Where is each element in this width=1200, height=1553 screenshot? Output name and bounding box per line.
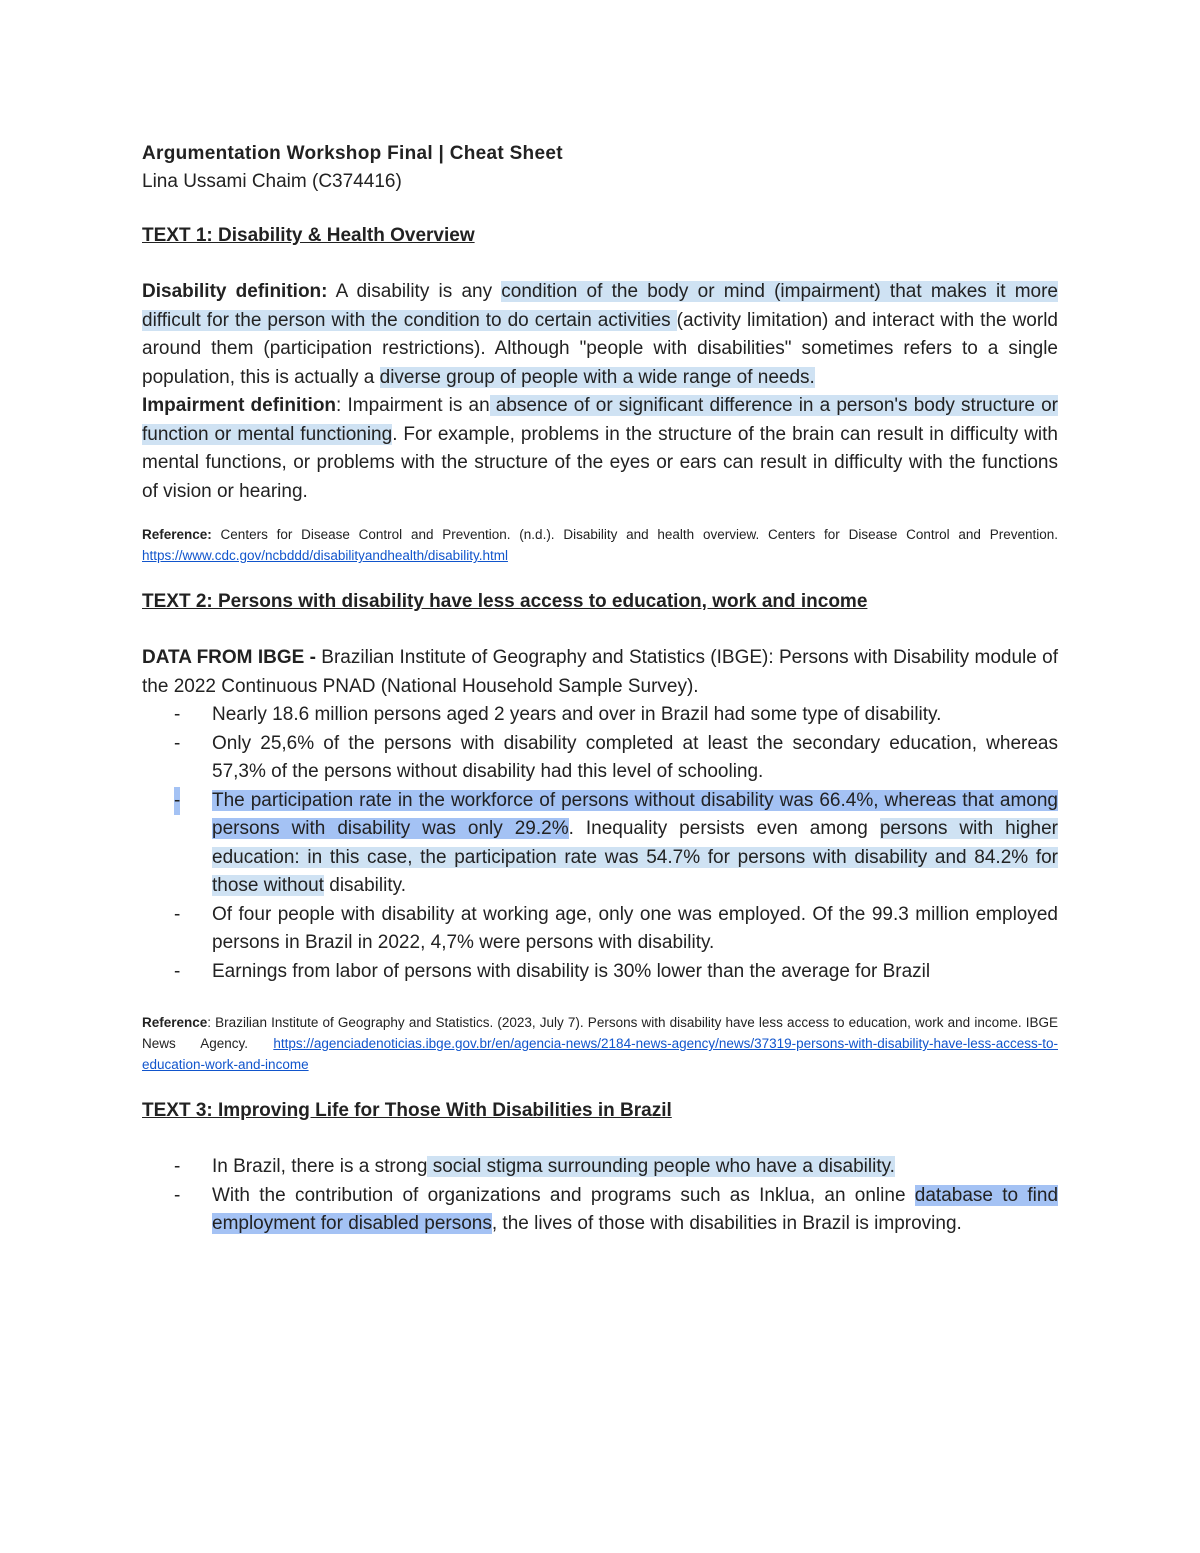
- text2-reference: [142, 1012, 1058, 1075]
- disability-highlight-2: diverse group of people with a wide range of needs.: [379, 366, 815, 388]
- text2-reference-link[interactable]: https://agenciadenoticias.ibge.gov.br/en/agencia-news/2184-news-agency/news/37319-persons-with-disability-have-less-access-to-education-work-and-income: [142, 1036, 1058, 1072]
- impairment-definition: [142, 392, 1058, 506]
- text1-reference-label: Reference:: [142, 527, 212, 542]
- bullet-text: Earnings from labor of persons with disability is 30% lower than the average for Brazil: [212, 960, 931, 982]
- bullet-text: . Inequality persists even among: [568, 818, 880, 839]
- disability-text-2: (activity limitation) and interact with the world around them (participation restrictions). Although "people with disabilities" sometimes refers to a single population, this is actually a: [142, 309, 1058, 388]
- list-item: [142, 1153, 1058, 1182]
- text1-heading: TEXT 1: Disability & Health Overview: [142, 225, 475, 246]
- bullet-highlight: database to find employment for disabled persons: [212, 1184, 1059, 1234]
- ibge-bullet-list: [142, 701, 1058, 986]
- ibge-label: DATA FROM IBGE -: [142, 647, 316, 668]
- bullet-dash: -: [174, 960, 181, 982]
- list-item: [142, 958, 1058, 987]
- impairment-label: Impairment definition: [142, 395, 337, 416]
- disability-label: Disability definition:: [142, 281, 328, 302]
- bullet-text: Only 25,6% of the persons with disability completed at least the secondary education, whereas 57,3% of the persons without disability had this level of schooling.: [212, 732, 1058, 782]
- bullet-text: disability.: [323, 875, 406, 896]
- bullet-dash: -: [174, 787, 180, 816]
- bullet-dash: -: [174, 903, 181, 925]
- list-item: [142, 787, 1058, 901]
- bullet-text: With the contribution of organizations and programs such as Inklua, an online: [212, 1184, 915, 1206]
- bullet-dash: -: [174, 1184, 181, 1206]
- bullet-text: , the lives of those with disabilities in Brazil is improving.: [491, 1213, 962, 1234]
- list-item: [142, 730, 1058, 787]
- bullet-highlight-2: persons with higher education: in this case, the participation rate was 54.7% for persons with disability and 84.2% for those without: [212, 818, 1058, 896]
- bullet-dash: -: [174, 704, 181, 725]
- list-item: [142, 701, 1058, 730]
- disability-text-1: A disability is any: [327, 281, 502, 302]
- text3-heading: TEXT 3: Improving Life for Those With Disabilities in Brazil: [142, 1100, 672, 1121]
- bullet-text: Nearly 18.6 million persons aged 2 years and over in Brazil had some type of disability.: [212, 704, 942, 725]
- list-item: [142, 901, 1058, 958]
- ibge-intro-text: Brazilian Institute of Geography and Statistics (IBGE): Persons with Disability module of the 2022 Continuous PNAD (National Household Sample Survey).: [142, 647, 1058, 697]
- disability-highlight-1: condition of the body or mind (impairment) that makes it more difficult for the person with the condition to do certain activities: [142, 281, 1058, 331]
- document-title: Argumentation Workshop Final | Cheat Sheet: [142, 143, 563, 164]
- document-author: Lina Ussami Chaim (C374416): [142, 171, 402, 192]
- impairment-text-1: : Impairment is an: [336, 395, 490, 416]
- bullet-dash: -: [174, 1156, 181, 1177]
- impairment-highlight: absence of or significant difference in a person's body structure or function or mental functioning: [142, 395, 1059, 445]
- bullet-text: In Brazil, there is a strong: [212, 1156, 428, 1177]
- text1-reference: [142, 524, 1058, 566]
- text2-reference-text: : Brazilian Institute of Geography and Statistics. (2023, July 7). Persons with disability have less access to education, work and income. IBGE News Agency.: [142, 1015, 1058, 1051]
- bullet-dash: -: [174, 732, 181, 754]
- disability-definition: [142, 278, 1058, 392]
- text1-reference-text: Centers for Disease Control and Prevention. (n.d.). Disability and health overview. Centers for Disease Control and Prevention.: [211, 527, 1058, 542]
- impairment-text-2: . For example, problems in the structure of the brain can result in difficulty with mental functions, or problems with the structure of the eyes or ears can result in difficulty with the functions of vision or hearing.: [142, 423, 1058, 502]
- text1-reference-link[interactable]: https://www.cdc.gov/ncbddd/disabilityandhealth/disability.html: [142, 548, 508, 563]
- bullet-highlight-1: The participation rate in the workforce of persons without disability was 66.4%, whereas that among persons with disability was only 29.2%: [212, 789, 1058, 839]
- list-item: [142, 1182, 1058, 1239]
- text2-heading: TEXT 2: Persons with disability have less access to education, work and income: [142, 591, 868, 612]
- text3-bullet-list: [142, 1153, 1058, 1239]
- bullet-highlight: social stigma surrounding people who have a disability.: [427, 1156, 895, 1177]
- bullet-text: Of four people with disability at working age, only one was employed. Of the 99.3 million employed persons in Brazil in 2022, 4,7% were persons with disability.: [212, 903, 1058, 953]
- text2-reference-label: Reference: [142, 1015, 208, 1030]
- ibge-intro: [142, 644, 1058, 701]
